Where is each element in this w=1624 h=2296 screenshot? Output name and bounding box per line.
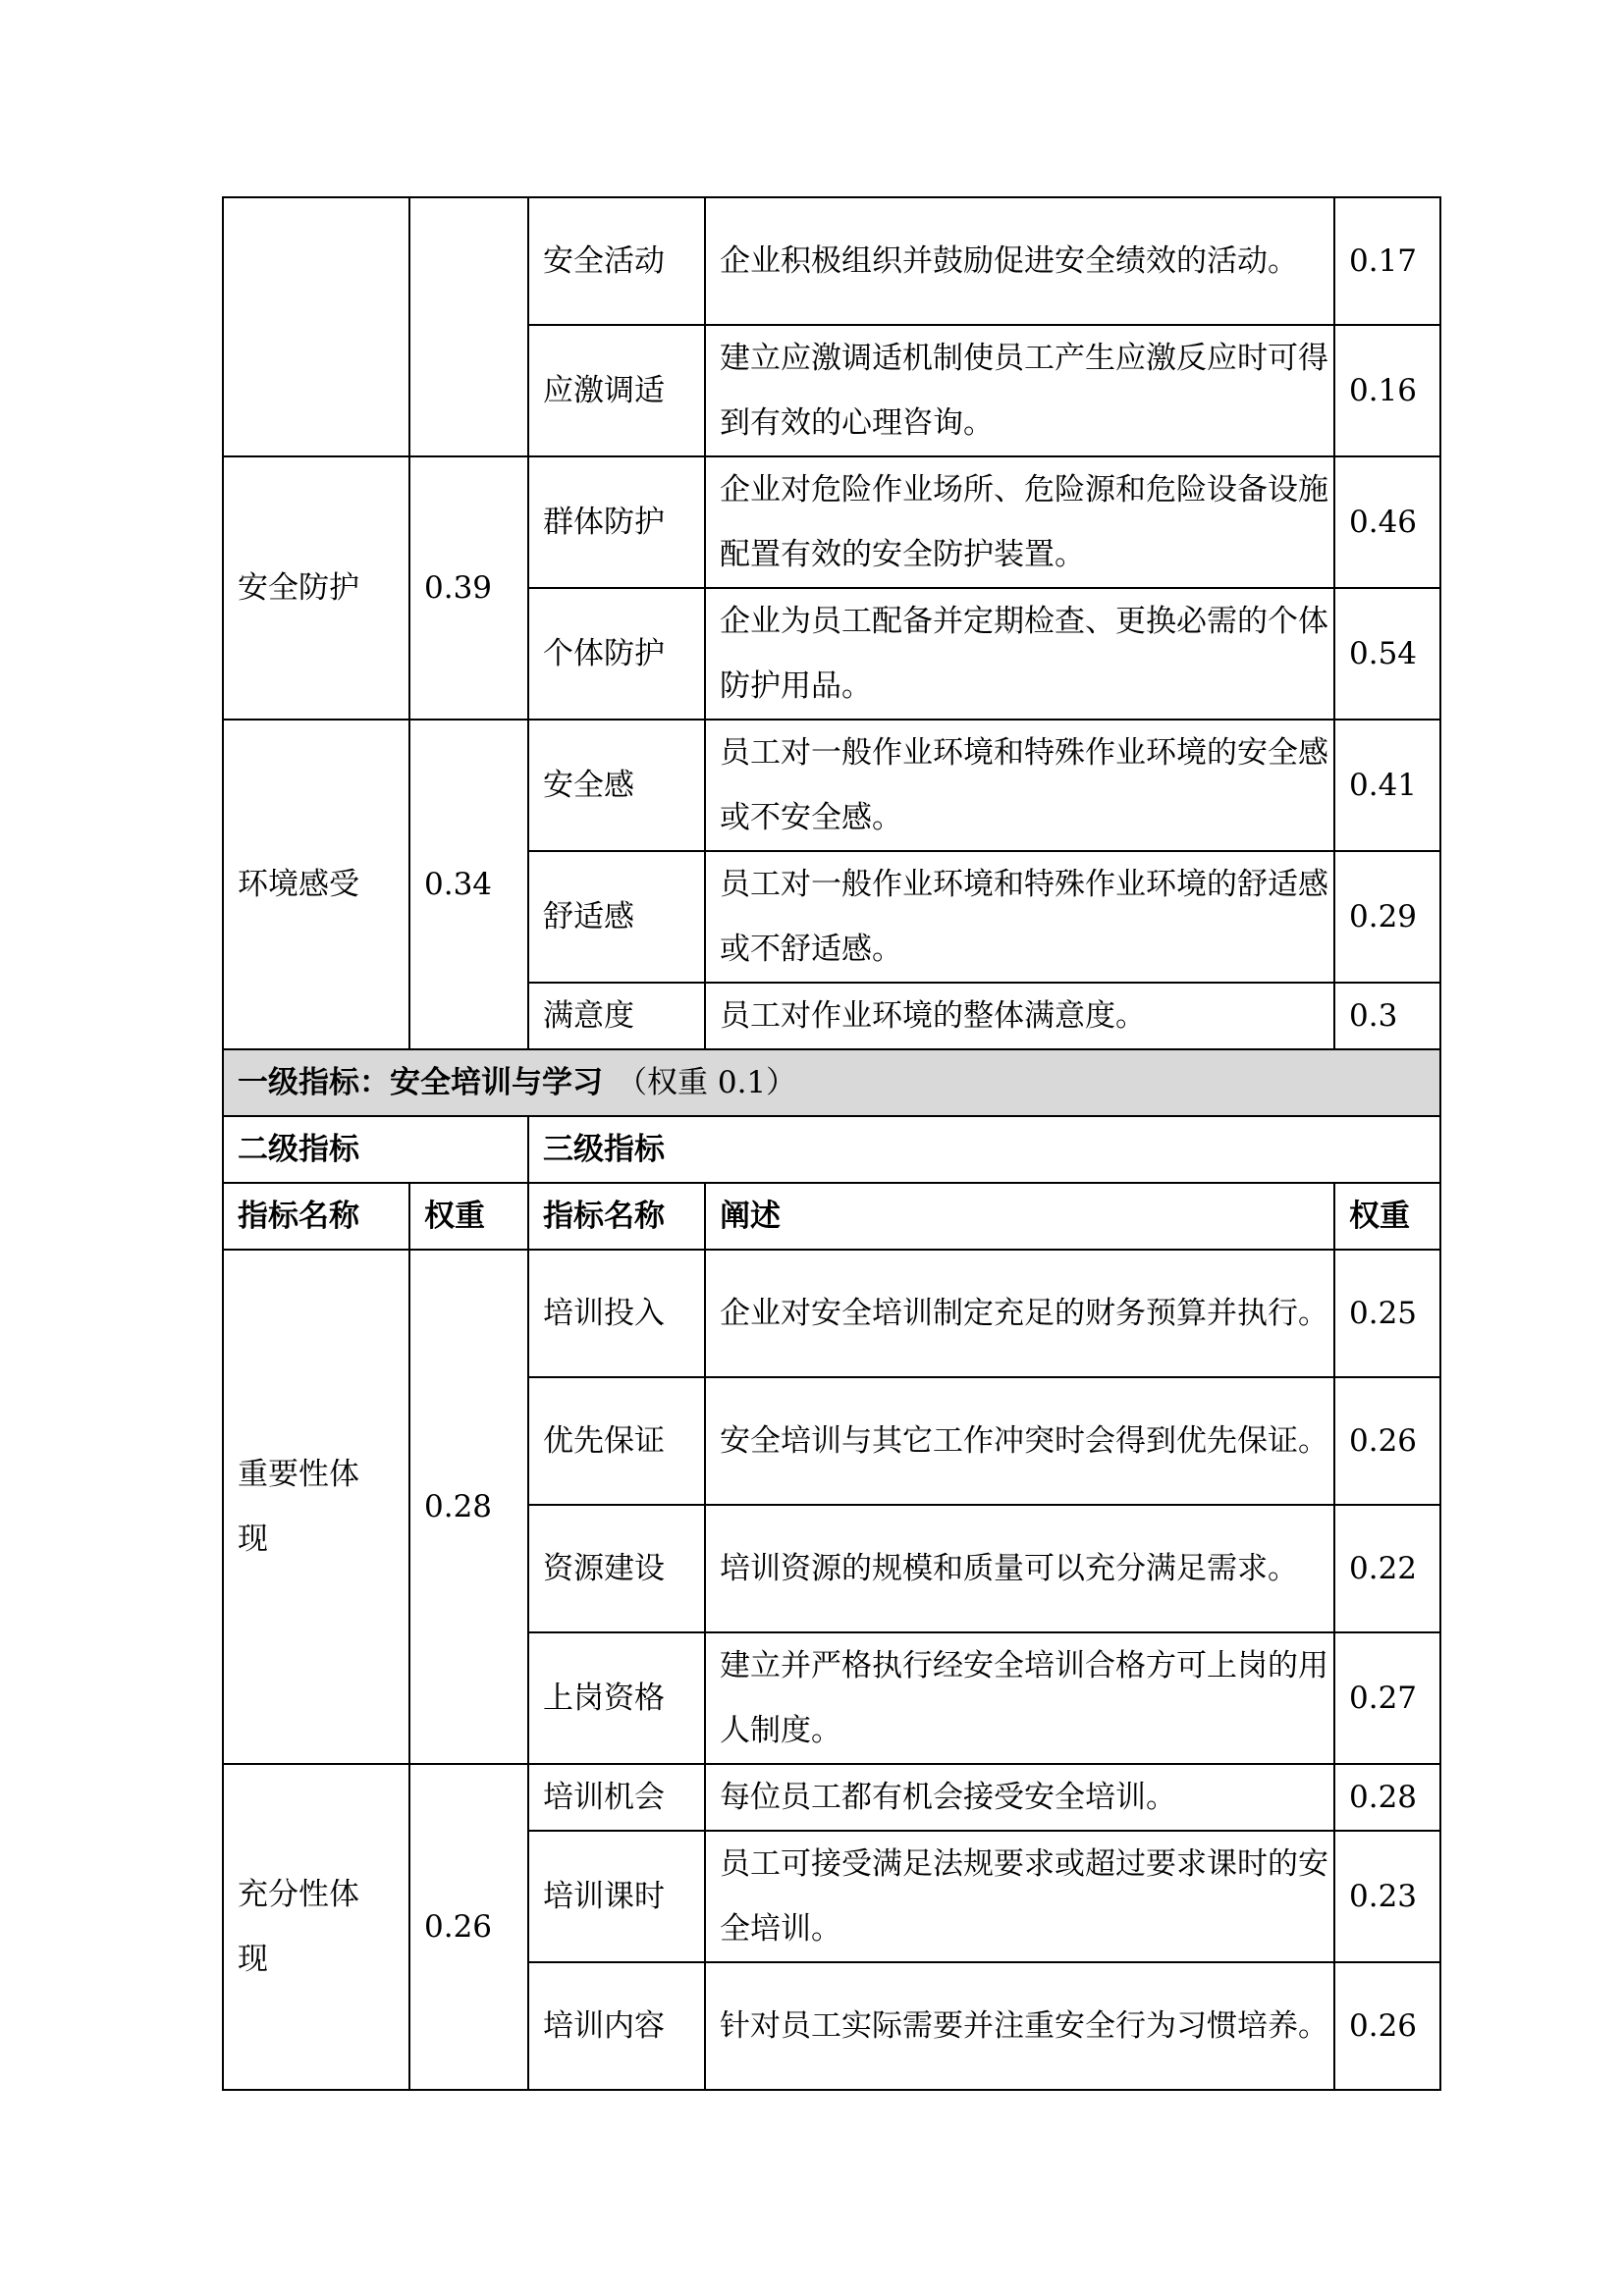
header-weight3: 权重 <box>1334 1183 1440 1250</box>
level2-weight: 0.39 <box>409 456 528 720</box>
level3-weight: 0.41 <box>1334 720 1440 851</box>
level2-name: 充分性体现 <box>223 1764 409 2090</box>
level3-name: 安全感 <box>528 720 705 851</box>
level3-description: 员工对一般作业环境和特殊作业环境的安全感或不安全感。 <box>705 720 1334 851</box>
table-row <box>223 456 1440 588</box>
level3-weight: 0.26 <box>1334 1962 1440 2090</box>
header-description: 阐述 <box>705 1183 1334 1250</box>
header-name: 指标名称 <box>223 1183 409 1250</box>
level3-description: 员工可接受满足法规要求或超过要求课时的安全培训。 <box>705 1831 1334 1962</box>
header-level2: 二级指标 <box>223 1116 528 1183</box>
level3-description: 员工对作业环境的整体满意度。 <box>705 983 1334 1049</box>
header-level3: 三级指标 <box>528 1116 1440 1183</box>
section-title: 一级指标：安全培训与学习 <box>238 1065 603 1100</box>
level3-description: 企业对危险作业场所、危险源和危险设备设施配置有效的安全防护装置。 <box>705 456 1334 588</box>
level3-name: 资源建设 <box>528 1505 705 1632</box>
level3-weight: 0.46 <box>1334 456 1440 588</box>
level3-description: 建立并严格执行经安全培训合格方可上岗的用人制度。 <box>705 1632 1334 1764</box>
level3-name: 培训课时 <box>528 1831 705 1962</box>
level2-name: 环境感受 <box>223 720 409 1049</box>
level3-weight: 0.16 <box>1334 325 1440 456</box>
section-header <box>223 1049 1440 1116</box>
level3-description: 建立应激调适机制使员工产生应激反应时可得到有效的心理咨询。 <box>705 325 1334 456</box>
level2-weight-cell-empty <box>409 197 528 456</box>
level3-name: 安全活动 <box>528 197 705 325</box>
level3-description: 培训资源的规模和质量可以充分满足需求。 <box>705 1505 1334 1632</box>
level3-name: 满意度 <box>528 983 705 1049</box>
level3-description: 企业对安全培训制定充足的财务预算并执行。 <box>705 1250 1334 1377</box>
header-row-columns <box>223 1183 1440 1250</box>
level3-weight: 0.25 <box>1334 1250 1440 1377</box>
level2-name-cell-empty <box>223 197 409 456</box>
level2-name: 重要性体现 <box>223 1250 409 1764</box>
level3-description: 员工对一般作业环境和特殊作业环境的舒适感或不舒适感。 <box>705 851 1334 983</box>
table-row <box>223 720 1440 851</box>
level3-name: 优先保证 <box>528 1377 705 1505</box>
level3-description: 针对员工实际需要并注重安全行为习惯培养。 <box>705 1962 1334 2090</box>
table-row <box>223 1250 1440 1377</box>
level2-name: 安全防护 <box>223 456 409 720</box>
level3-name: 应激调适 <box>528 325 705 456</box>
level3-name: 个体防护 <box>528 588 705 720</box>
level3-description: 安全培训与其它工作冲突时会得到优先保证。 <box>705 1377 1334 1505</box>
level3-weight: 0.3 <box>1334 983 1440 1049</box>
level3-weight: 0.54 <box>1334 588 1440 720</box>
level3-weight: 0.17 <box>1334 197 1440 325</box>
level3-weight: 0.28 <box>1334 1764 1440 1831</box>
header-row-levels <box>223 1116 1440 1183</box>
level3-name: 群体防护 <box>528 456 705 588</box>
level2-weight: 0.34 <box>409 720 528 1049</box>
level3-weight: 0.23 <box>1334 1831 1440 1962</box>
header-weight: 权重 <box>409 1183 528 1250</box>
level3-description: 企业积极组织并鼓励促进安全绩效的活动。 <box>705 197 1334 325</box>
indicator-table <box>222 196 1441 2091</box>
level3-weight: 0.27 <box>1334 1632 1440 1764</box>
table-row <box>223 1764 1440 1831</box>
level2-weight: 0.26 <box>409 1764 528 2090</box>
level2-weight: 0.28 <box>409 1250 528 1764</box>
table-row <box>223 197 1440 325</box>
level3-weight: 0.26 <box>1334 1377 1440 1505</box>
level3-description: 每位员工都有机会接受安全培训。 <box>705 1764 1334 1831</box>
level3-name: 舒适感 <box>528 851 705 983</box>
level3-name: 上岗资格 <box>528 1632 705 1764</box>
header-name3: 指标名称 <box>528 1183 705 1250</box>
section-header-row <box>223 1049 1440 1116</box>
level3-description: 企业为员工配备并定期检查、更换必需的个体防护用品。 <box>705 588 1334 720</box>
level3-weight: 0.22 <box>1334 1505 1440 1632</box>
level3-weight: 0.29 <box>1334 851 1440 983</box>
level3-name: 培训内容 <box>528 1962 705 2090</box>
level3-name: 培训投入 <box>528 1250 705 1377</box>
section-weight-note: （权重 0.1） <box>617 1065 797 1100</box>
level3-name: 培训机会 <box>528 1764 705 1831</box>
